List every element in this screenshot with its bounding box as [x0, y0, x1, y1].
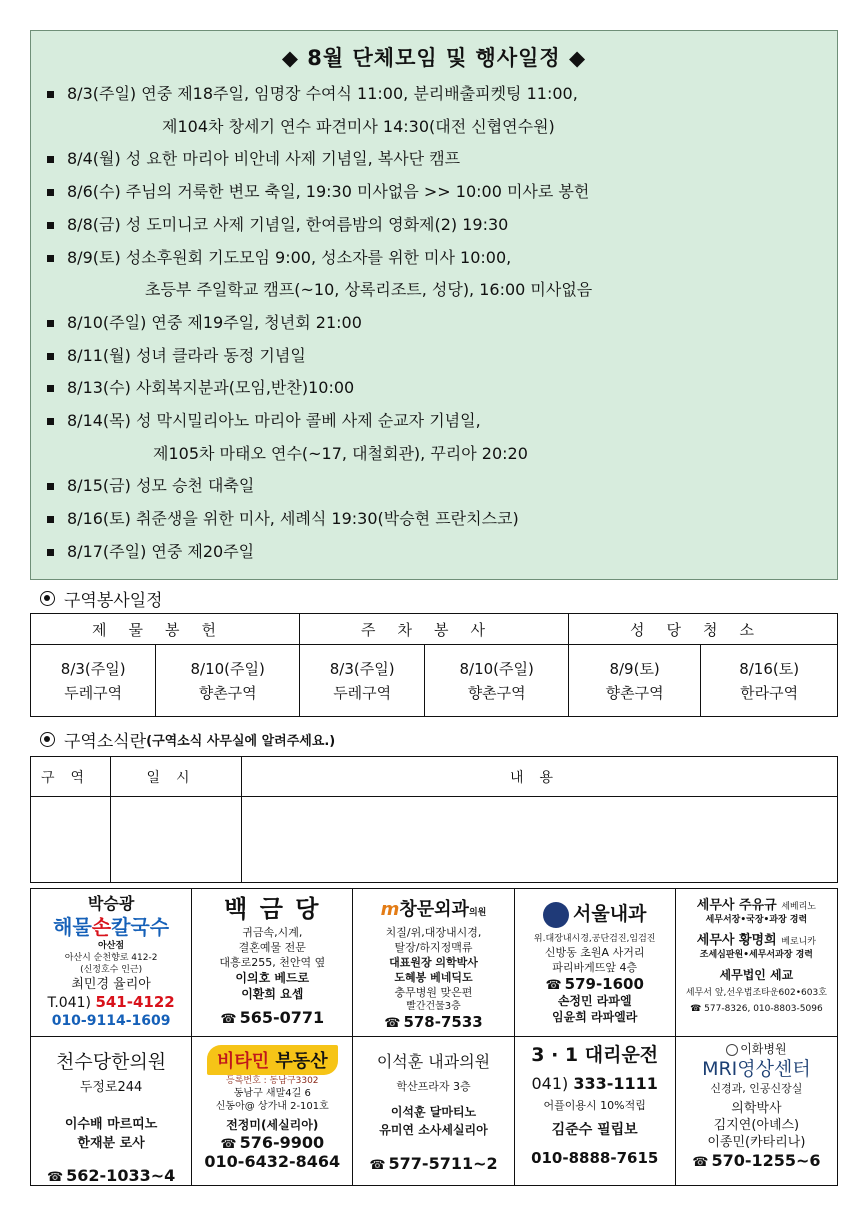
- bullet-icon: [47, 320, 54, 327]
- service-cell: 8/3(주일) 두레구역: [299, 645, 424, 717]
- news-cell: [242, 797, 838, 883]
- bullet-icon: [47, 516, 54, 523]
- service-group-header: 성당청소: [568, 614, 837, 645]
- phone-icon: ☎: [369, 1158, 386, 1173]
- news-table: [30, 756, 838, 883]
- schedule-item: 8/10(주일) 연중 제19주일, 청년회 21:00: [31, 307, 837, 340]
- phone-icon: ☎: [690, 1004, 702, 1014]
- phone-icon: ☎: [220, 1137, 237, 1152]
- event-schedule-box: [30, 30, 838, 580]
- service-cell: 8/9(토) 향촌구역: [568, 645, 700, 717]
- ad-changmun-clinic: m창문외과의원 치질/위,대장내시경, 탈장/하지정맥류 대표원장 의학박사 도혜봉 베네딕도 충무병원 맞은편 빨간건물3층 ☎ 578-7533: [353, 889, 514, 1037]
- phone-icon: ☎: [220, 1012, 237, 1027]
- schedule-item-continued: 초등부 주일학교 캠프(~10, 상록리조트, 성당), 16:00 미사없음: [145, 280, 593, 300]
- news-cell: [31, 797, 111, 883]
- schedule-item-continued: 제105차 마태오 연수(~17, 대철회관), 꾸리아 20:20: [153, 443, 528, 463]
- ads-grid: [30, 888, 838, 1186]
- vitamin-realty-logo: 비타민 부동산: [207, 1045, 338, 1075]
- bullet-icon: [47, 385, 54, 392]
- service-group-header: 주차봉사: [299, 614, 568, 645]
- service-cell: 8/10(주일) 향촌구역: [425, 645, 569, 717]
- hospital-logo-icon: [726, 1044, 738, 1056]
- phone-icon: ☎: [545, 978, 562, 993]
- ad-mri-center: 이화병원 MRI영상센터 신경과, 인공신장실 의학박사 김지연(아녜스) 이종민(카타리나) ☎ 570-1255~6: [692, 1042, 821, 1170]
- schedule-item: 8/9(토) 성소후원회 기도모임 9:00, 성소자를 위한 미사 10:00,: [31, 242, 837, 275]
- schedule-item: 8/13(수) 사회복지분과(모임,반찬)10:00: [31, 372, 837, 405]
- schedule-item: 8/16(토) 취준생을 위한 미사, 세례식 19:30(박승현 프란치스코): [31, 503, 837, 536]
- radio-bullet-icon: [40, 591, 55, 606]
- schedule-item: 8/15(금) 성모 승천 대축일: [31, 470, 837, 503]
- bullet-icon: [47, 255, 54, 262]
- bullet-icon: [47, 418, 54, 425]
- ad-seoul-internal-medicine: 서울내과 위.대장내시경,공단검진,임검진 신방동 초원A 사거리 파리바게뜨앞 4층 ☎ 579-1600 손정민 라파엘 임윤희 라파엘라: [515, 889, 676, 1037]
- news-heading: 구역소식란 (구역소식 사무실에 알려주세요.): [40, 727, 335, 752]
- bullet-icon: [47, 483, 54, 490]
- bullet-icon: [47, 222, 54, 229]
- ad-tax-accountant: 세무사 주유규 세베리노 세무서장•국장•과장 경력 세무사 황명희 베로니카 조세심판원•세무서과장 경력 세무법인 세교 세무서 앞,선우법조타운602•603호 ☎ 577-8326, 010-8803-5096: [676, 889, 837, 1037]
- service-cell: 8/3(주일) 두레구역: [31, 645, 156, 717]
- service-heading: 구역봉사일정: [40, 586, 163, 611]
- bullet-icon: [47, 91, 54, 98]
- schedule-list: [31, 78, 837, 569]
- bullet-icon: [47, 189, 54, 196]
- schedule-item: 8/3(주일) 연중 제18주일, 임명장 수여식 11:00, 분리배출피켓팅 11:00,: [31, 78, 837, 111]
- ad-brand: 해물손칼국수: [53, 915, 170, 939]
- schedule-item: 8/17(주일) 연중 제20주일: [31, 536, 837, 569]
- ad-leeseokhun-clinic: 이석훈 내과의원 학산프라자 3층 이석훈 달마티노 유미연 소사세실리아 ☎ 577-5711~2: [353, 1037, 514, 1185]
- bullet-icon: [47, 156, 54, 163]
- service-group-header: 제물봉헌: [31, 614, 300, 645]
- ad-cheonsudang-clinic: 천수당한의원 두정로244 이수배 마르띠노 한재분 로사 ☎ 562-1033~4: [31, 1037, 192, 1185]
- phone-icon: ☎: [46, 1170, 64, 1185]
- news-header-content: 내용: [242, 757, 838, 797]
- news-header-area: 구역: [31, 757, 111, 797]
- service-cell: 8/10(주일) 향촌구역: [156, 645, 300, 717]
- bullet-icon: [47, 353, 54, 360]
- news-note: (구역소식 사무실에 알려주세요.): [146, 734, 336, 749]
- news-cell: [111, 797, 242, 883]
- ad-31-designated-driver: 3 · 1 대리운전 041) 333-1111 어플이용시 10%적립 김준수 필립보 010-8888-7615: [515, 1037, 676, 1185]
- news-header-date: 일시: [111, 757, 242, 797]
- radio-bullet-icon: [40, 732, 55, 747]
- ad-baekgeumdang: 백 금 당 귀금속,시계, 결혼예물 전문 대흥로255, 천안역 옆 이의호 베드로 이환희 요셉 ☎ 565-0771: [192, 889, 353, 1037]
- ad-haemul-kalguksu: 박승광 해물손칼국수 아산점 아산시 순천향로 412-2 (신정호수 인근) 최민경 율리아 T.041) 541-4122 010-9114-1609: [31, 889, 192, 1037]
- schedule-item: 8/14(목) 성 막시밀리아노 마리아 콜베 사제 순교자 기념일,: [31, 405, 837, 438]
- ad-vitamin-realty: 비타민 부동산 등록번호 : 동남구3302 동남구 새말4길 6 신동아@ 상가내 2-101호 전정미(세실리아) ☎ 576-9900 010-6432-8464: [192, 1037, 353, 1185]
- service-table: [30, 613, 838, 717]
- schedule-title: ◆ 8월 단체모임 및 행사일정 ◆: [281, 46, 587, 70]
- schedule-item: 8/6(수) 주님의 거룩한 변모 축일, 19:30 미사없음 >> 10:00 미사로 봉헌: [31, 176, 837, 209]
- service-cell: 8/16(토) 한라구역: [701, 645, 838, 717]
- schedule-item: 8/11(월) 성녀 클라라 동정 기념일: [31, 340, 837, 373]
- bullet-icon: [47, 549, 54, 556]
- clinic-logo-icon: m: [380, 899, 400, 920]
- phone-icon: ☎: [384, 1016, 401, 1031]
- university-logo-icon: [543, 902, 569, 928]
- schedule-item: 8/8(금) 성 도미니코 사제 기념일, 한여름밤의 영화제(2) 19:30: [31, 209, 837, 242]
- schedule-item: 8/4(월) 성 요한 마리아 비안네 사제 기념일, 복사단 캠프: [31, 143, 837, 176]
- schedule-item-continued: 제104차 창세기 연수 파견미사 14:30(대전 신협연수원): [162, 116, 555, 136]
- phone-icon: ☎: [692, 1155, 709, 1170]
